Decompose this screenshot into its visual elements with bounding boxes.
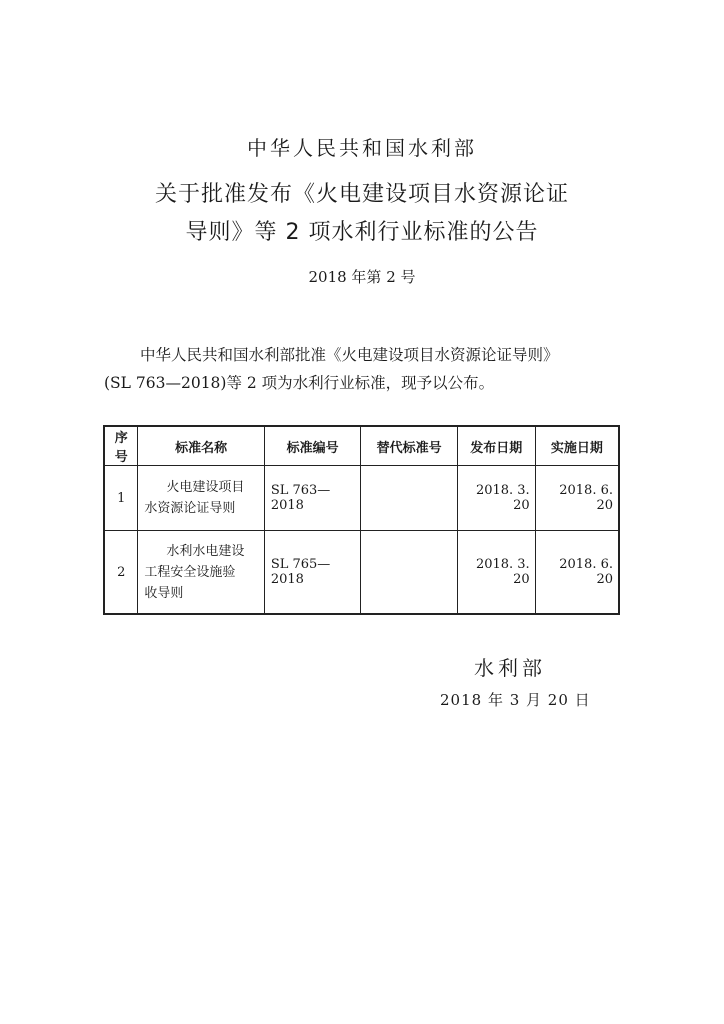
table-row	[104, 531, 619, 615]
standard-name-line: 工程安全设施验	[144, 564, 236, 580]
row-replaces	[361, 531, 457, 615]
standard-name-line: 火电建设项目	[166, 480, 245, 495]
standard-name-line: 水资源论证导则	[144, 501, 236, 516]
body-paragraph-line-1: 中华人民共和国水利部批准《火电建设项目水资源论证导则》	[140, 346, 559, 364]
row-standard-name	[138, 466, 264, 531]
table-row	[104, 466, 619, 531]
table-header-row	[104, 426, 619, 466]
standard-name-line: 水利水电建设	[166, 543, 245, 559]
header-standard-name: 标准名称	[138, 426, 264, 466]
row-standard-code: SL 765—2018	[264, 531, 361, 615]
standard-name-line: 收导则	[144, 585, 184, 601]
header-publish-date: 发布日期	[457, 426, 535, 466]
row-effective-date: 2018. 6. 20	[535, 531, 619, 615]
signing-date: 2018 年 3 月 20 日	[440, 691, 591, 709]
header-effective-date: 实施日期	[535, 426, 619, 466]
row-effective-date: 2018. 6. 20	[535, 466, 619, 531]
title-line-2: 导则》等 2 项水利行业标准的公告	[185, 220, 539, 245]
row-standard-name	[138, 531, 264, 615]
row-replaces	[361, 466, 457, 531]
header-index: 序号	[104, 426, 138, 466]
row-index: 1	[104, 466, 138, 531]
issuing-ministry: 中华人民共和国水利部	[247, 136, 477, 160]
row-standard-code: SL 763—2018	[264, 466, 361, 531]
signing-department: 水利部	[474, 656, 546, 680]
header-replaces: 替代标准号	[361, 426, 457, 466]
title-line-1: 关于批准发布《火电建设项目水资源论证	[154, 182, 569, 207]
body-paragraph-line-2: (SL 763—2018)等 2 项为水利行业标准，现予以公布。	[104, 374, 495, 392]
standards-table	[103, 425, 620, 615]
document-number: 2018 年第 2 号	[308, 268, 416, 286]
row-index: 2	[104, 531, 138, 615]
row-publish-date: 2018. 3. 20	[457, 531, 535, 615]
header-standard-code: 标准编号	[264, 426, 361, 466]
row-publish-date: 2018. 3. 20	[457, 466, 535, 531]
